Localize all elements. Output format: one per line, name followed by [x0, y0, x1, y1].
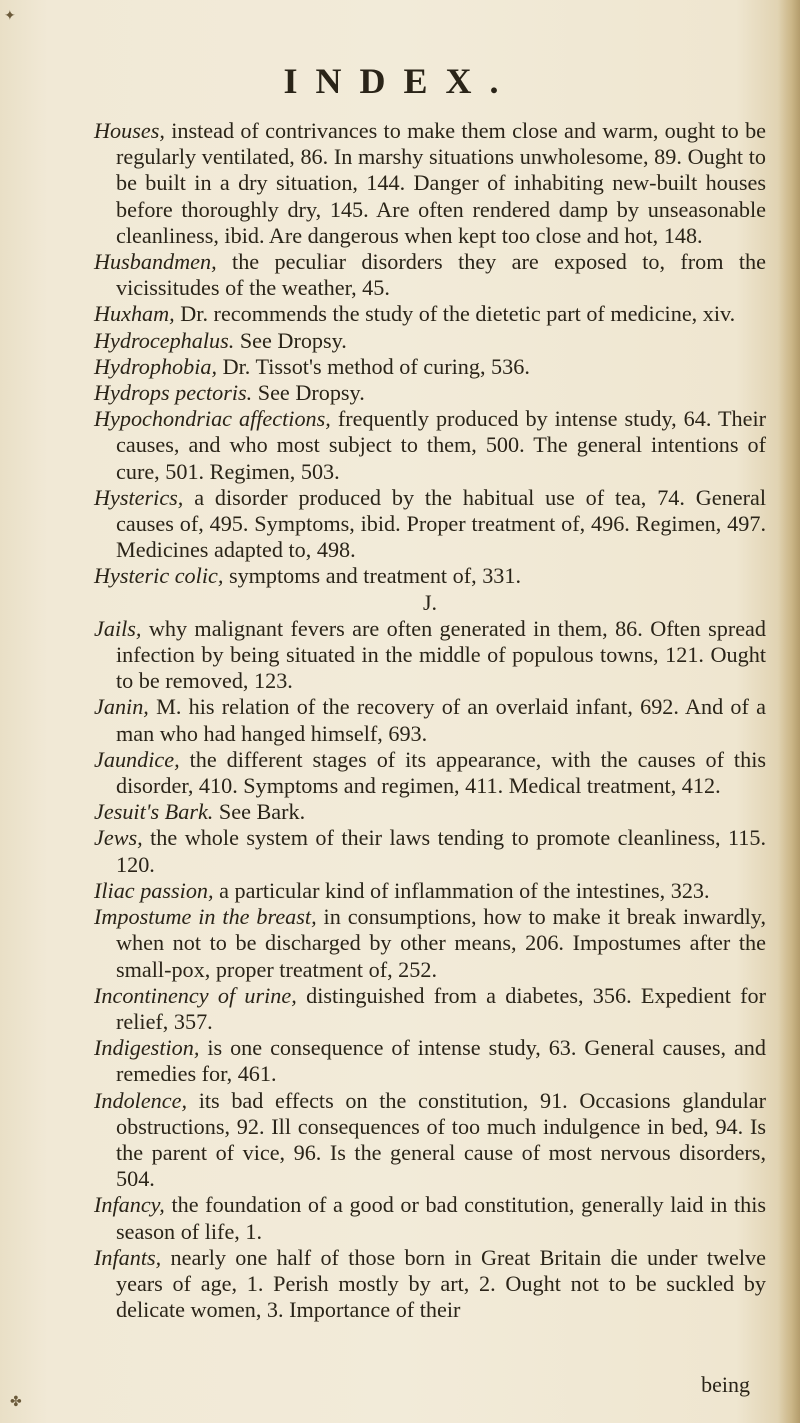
entry-text: frequently produced by intense study, 64. Their causes, and who most subject to them, 500. The general intentions of cure, 501. Regimen, 503. — [116, 406, 767, 484]
index-entry — [94, 1088, 766, 1193]
entry-headword: Infants, — [94, 1244, 162, 1270]
entry-text: M. his relation of the recovery of an overlaid infant, 692. And of a man who had hanged himself, 693. — [116, 694, 767, 746]
entry-headword: Janin, — [94, 694, 149, 720]
entry-headword: Jaundice, — [94, 746, 180, 772]
entry-text: Dr. recommends the study of the dietetic part of medicine, xiv. — [180, 301, 736, 327]
index-entry — [94, 825, 766, 877]
entry-headword: Iliac passion, — [94, 877, 214, 903]
entry-text: symptoms and treatment of, 331. — [228, 563, 522, 589]
entry-headword: Indigestion, — [94, 1035, 200, 1061]
entry-text: why malignant fevers are often generated in them, 86. Often spread infection by being situated in the middle of populous towns, 121. Ought to be removed, 123. — [116, 615, 767, 694]
index-section-j — [94, 616, 766, 1323]
index-content — [94, 118, 766, 1323]
index-entry — [94, 328, 766, 354]
index-entry — [94, 878, 766, 904]
entry-text: a particular kind of inflammation of the intestines, 323. — [219, 877, 710, 903]
section-letter-heading: J. — [422, 589, 438, 615]
entry-headword: Hysterics, — [94, 484, 184, 510]
entry-text: a disorder produced by the habitual use of tea, 74. General causes of, 495. Symptoms, ibid. Proper treatment of, 496. Regimen, 497. Medicines adapted to, 498. — [116, 484, 766, 563]
entry-headword: Jews, — [94, 825, 143, 851]
index-section-h — [94, 118, 766, 590]
entry-text: See Dropsy. — [239, 327, 347, 353]
entry-text: its bad effects on the constitution, 91. Occasions glandular obstructions, 92. Ill consequences of too much indulgence in bed, 94. Is the parent of vice, 96. Is the general cause of most nervous disorders, 504. — [116, 1087, 767, 1192]
index-entry — [94, 1192, 766, 1244]
index-entry — [94, 485, 766, 564]
index-entry — [94, 616, 766, 695]
index-entry — [94, 249, 766, 301]
entry-text: the peculiar disorders they are exposed to, from the vicissitudes of the weather, 45. — [116, 249, 766, 301]
entry-headword: Hysteric colic, — [94, 563, 224, 589]
entry-headword: Husbandmen, — [94, 249, 217, 275]
entry-headword: Infancy, — [94, 1192, 165, 1218]
entry-headword: Hypochondriac affections, — [94, 406, 331, 432]
entry-headword: Huxham, — [94, 301, 175, 327]
entry-headword: Hydrops pectoris. — [94, 380, 253, 406]
entry-headword: Jails, — [94, 615, 142, 641]
index-entry — [94, 563, 766, 589]
entry-headword: Hydrocephalus. — [94, 327, 235, 353]
entry-text: is one consequence of intense study, 63. General causes, and remedies for, 461. — [116, 1035, 766, 1087]
entry-text: See Bark. — [218, 799, 306, 825]
entry-headword: Indolence, — [94, 1087, 188, 1113]
entry-text: Dr. Tissot's method of curing, 536. — [222, 353, 530, 379]
entry-headword: Impostume in the breast, — [94, 904, 317, 930]
entry-text: instead of contrivances to make them close and warm, ought to be regularly ventilated, 86. In marshy situations unwholesome, 89. Ought to be built in a dry situation, 144. Danger of inhabiting new-built houses before thoroughly dry, 145. Are often rendered damp by unseasonable cleanliness, ibid. Are dangerous when kept too close and hot, 148. — [116, 118, 767, 248]
entry-headword: Jesuit's Bark. — [94, 799, 214, 825]
entry-text: the whole system of their laws tending to promote cleanliness, 115. 120. — [116, 825, 767, 877]
index-entry — [94, 694, 766, 746]
entry-headword: Houses, — [94, 118, 165, 143]
index-entry — [94, 301, 766, 327]
entry-text: See Dropsy. — [257, 380, 365, 406]
entry-text: the foundation of a good or bad constitution, generally laid in this season of life, 1. — [116, 1192, 767, 1244]
page-header: INDEX. — [283, 61, 517, 101]
catchword: being — [701, 1372, 750, 1397]
index-entry — [94, 118, 766, 249]
index-entry — [94, 799, 766, 825]
index-entry — [94, 747, 766, 799]
index-entry — [94, 354, 766, 380]
ornament-mark-bottom: ✤ — [10, 1395, 22, 1410]
index-entry — [94, 1035, 766, 1087]
page-edge-shadow — [778, 0, 800, 1423]
entry-headword: Hydrophobia, — [94, 353, 218, 379]
entry-text: the different stages of its appearance, with the causes of this disorder, 410. Symptoms and regimen, 411. Medical treatment, 412. — [116, 746, 766, 799]
entry-headword: Incontinency of urine, — [94, 982, 297, 1008]
index-entry — [94, 904, 766, 983]
entry-text: distinguished from a diabetes, 356. Expedient for relief, 357. — [116, 982, 767, 1034]
index-entry — [94, 406, 766, 485]
entry-text: nearly one half of those born in Great Britain die under twelve years of age, 1. Perish mostly by art, 2. Ought not to be suckled by delicate women, 3. Importance of their — [116, 1244, 766, 1323]
entry-text: in consumptions, how to make it break inwardly, when not to be discharged by other means, 206. Impostumes after the small-pox, proper treatment of, 252. — [116, 904, 766, 982]
index-entry — [94, 1245, 766, 1324]
index-entry — [94, 983, 766, 1035]
ornament-mark-top: ✦ — [4, 9, 16, 24]
index-entry — [94, 380, 766, 406]
